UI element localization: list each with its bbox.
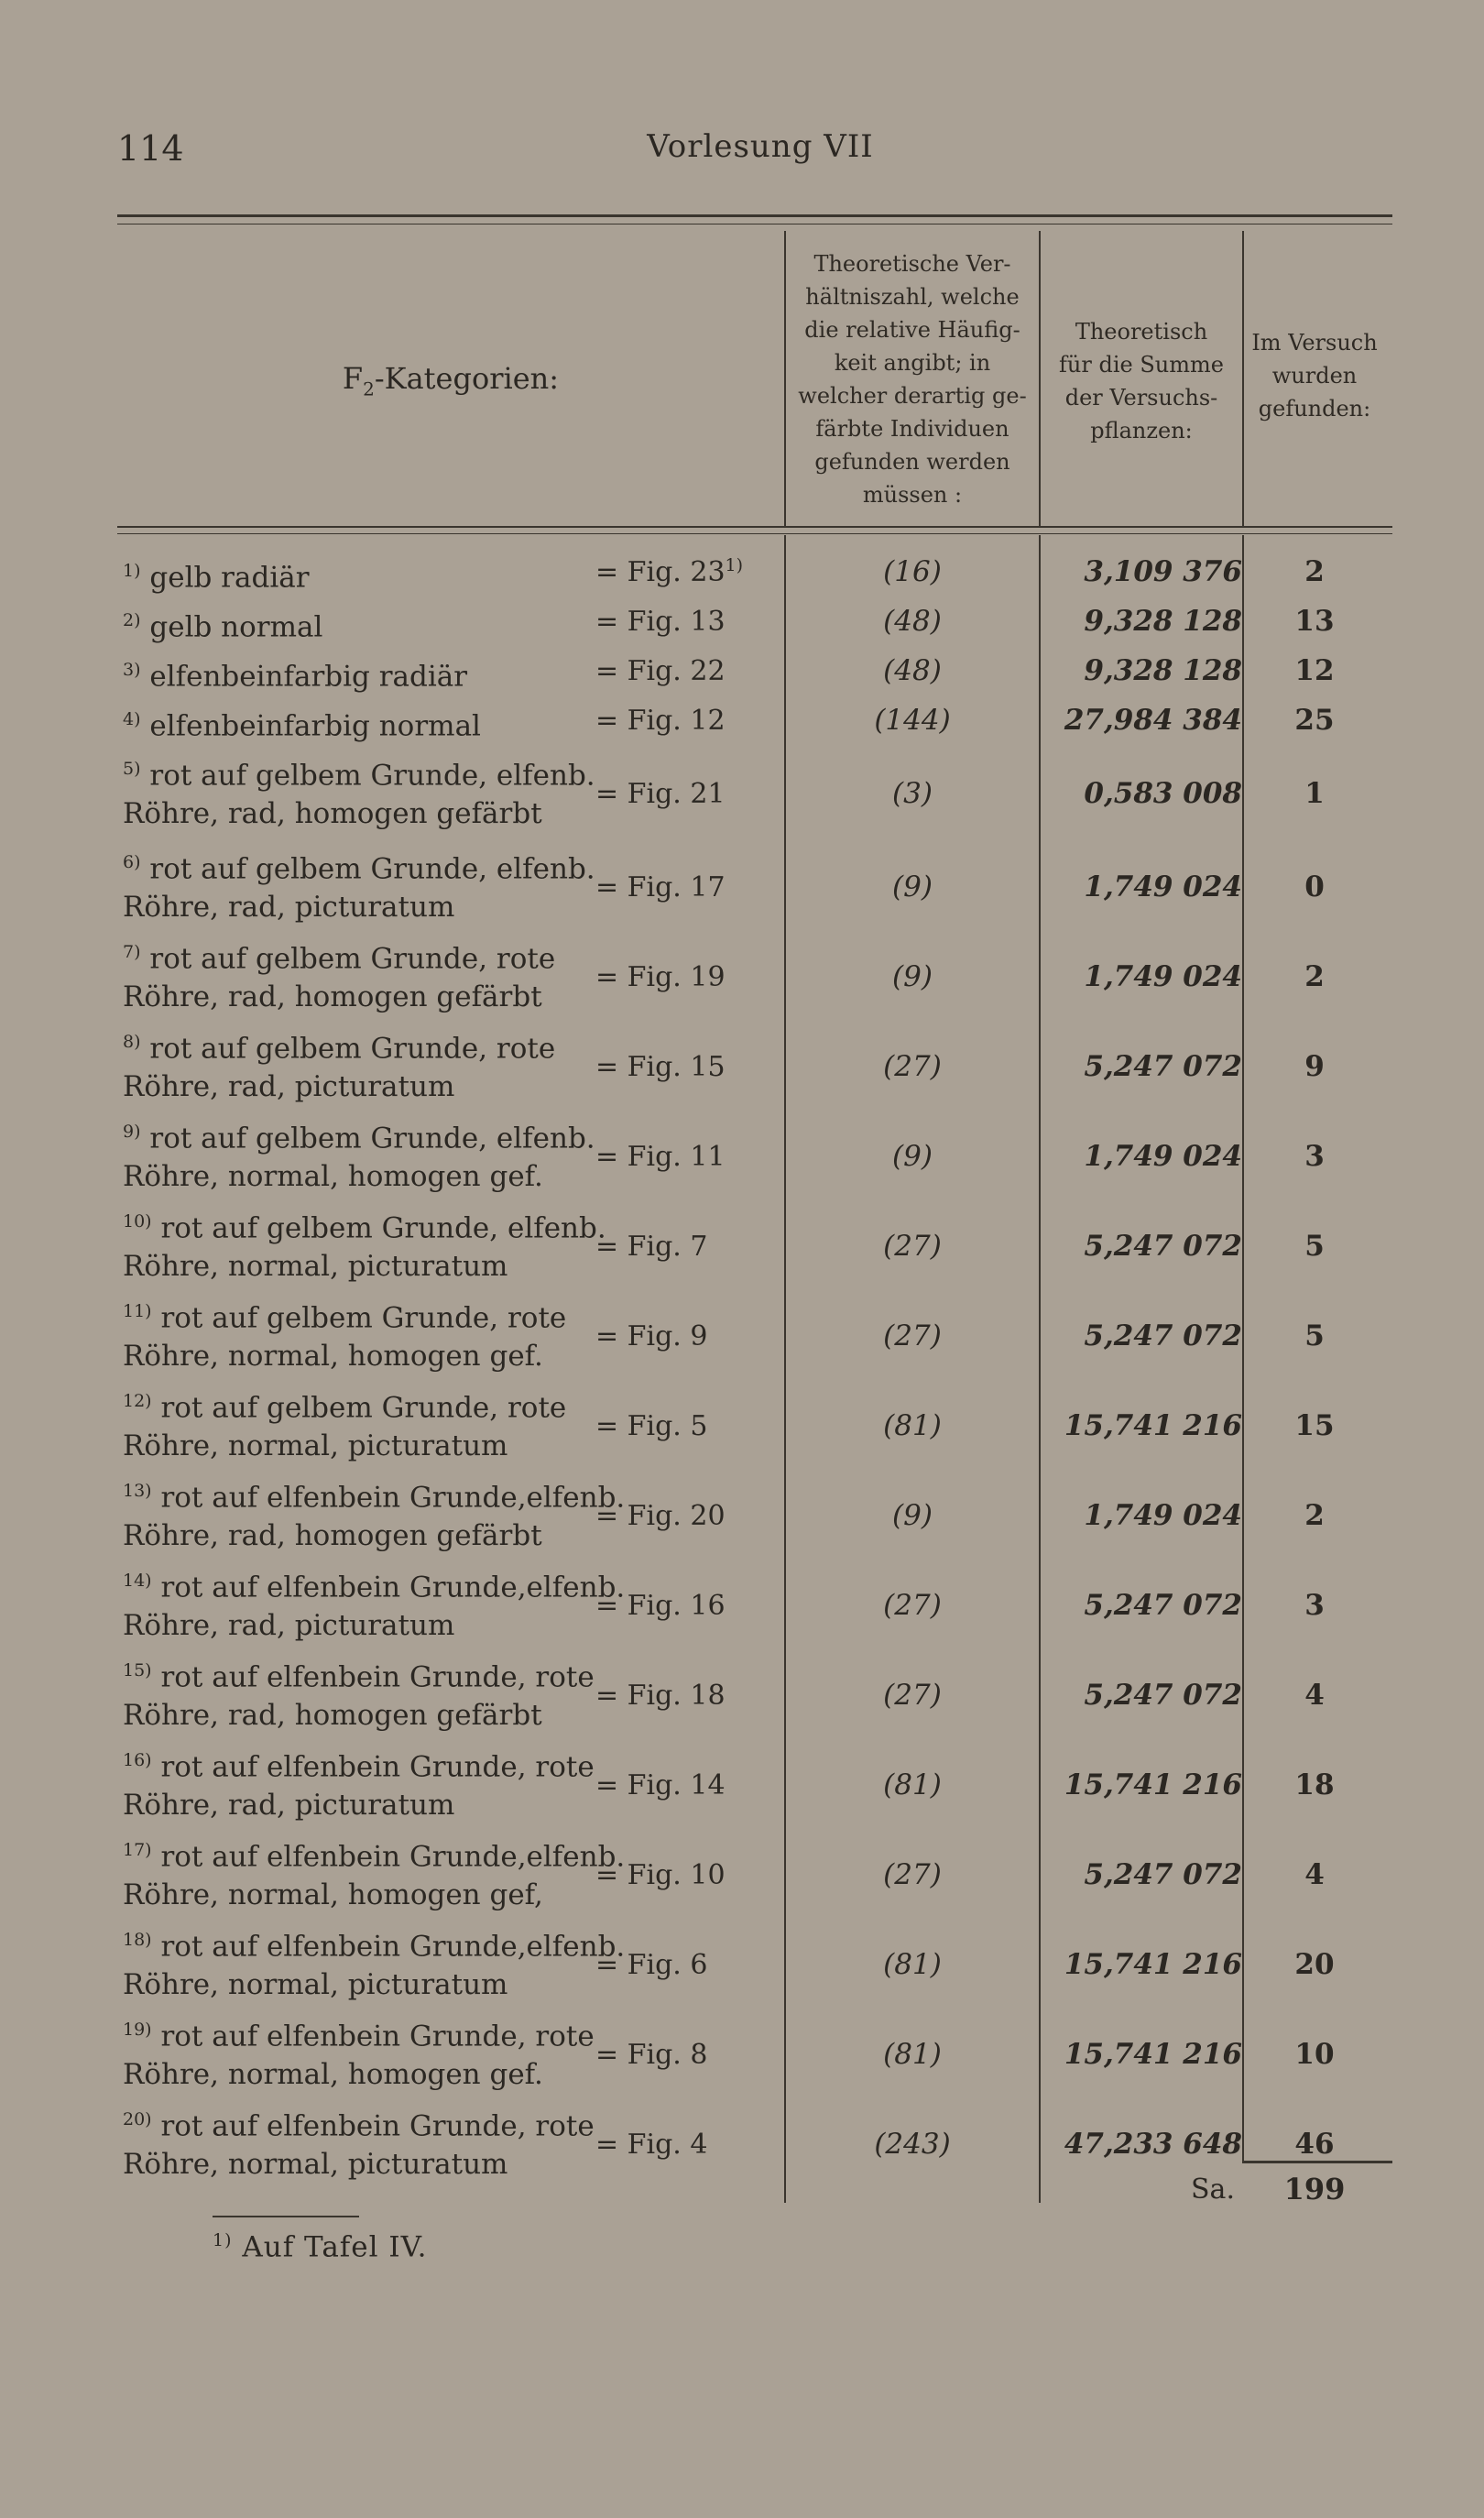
ratio-cell: (3) <box>892 777 933 810</box>
figure-label: = Fig. 9 <box>595 1320 708 1352</box>
category-line-1: rot auf elfenbein Grunde, rote <box>160 2020 595 2053</box>
category-cell <box>123 552 310 597</box>
figure-ref <box>595 704 726 737</box>
total-label: Sa. <box>1191 2173 1235 2206</box>
figure-ref <box>595 1679 726 1712</box>
header-sum-line: für die Summe <box>1059 352 1224 378</box>
header-found-line: Im Versuch <box>1251 330 1378 356</box>
sum-cell: 15,741 216 <box>1064 1948 1242 1981</box>
figure-label: = Fig. 23 <box>595 556 726 588</box>
ratio-cell: (48) <box>883 654 942 687</box>
figure-label: = Fig. 16 <box>595 1590 726 1622</box>
figure-label: = Fig. 6 <box>595 1949 708 1981</box>
figure-ref <box>595 1050 726 1083</box>
category-line-2: Röhre, rad, homogen gefärbt <box>123 980 542 1014</box>
found-cell: 4 <box>1304 1858 1325 1891</box>
figure-label: = Fig. 12 <box>595 705 726 737</box>
row-number: 14) <box>123 1571 152 1591</box>
category-line-1: rot auf elfenbein Grunde, rote <box>160 2109 595 2143</box>
footnote-mark: 1) <box>213 2230 233 2250</box>
sum-cell: 5,247 072 <box>1084 1050 1242 1083</box>
category-line-1: rot auf elfenbein Grunde,elfenb. <box>160 1481 626 1515</box>
row-number: 12) <box>123 1391 152 1411</box>
figure-label: = Fig. 20 <box>595 1500 726 1532</box>
ratio-cell: (27) <box>883 1050 942 1083</box>
ratio-cell: (81) <box>883 1409 942 1442</box>
category-line-1: rot auf gelbem Grunde, elfenb. <box>149 759 595 793</box>
category-line-1: rot auf elfenbein Grunde,elfenb. <box>160 1840 626 1874</box>
ratio-cell: (81) <box>883 1768 942 1801</box>
category-line-2: Röhre, normal, picturatum <box>123 1429 508 1463</box>
category-line-1: rot auf elfenbein Grunde,elfenb. <box>160 1571 626 1604</box>
category-line-1: rot auf gelbem Grunde, elfenb. <box>149 852 595 886</box>
figure-label: = Fig. 22 <box>595 655 726 687</box>
sum-cell: 5,247 072 <box>1084 1230 1242 1263</box>
header-found <box>1246 326 1383 425</box>
ratio-cell: (9) <box>892 1140 933 1173</box>
ratio-cell: (243) <box>874 2128 951 2161</box>
figure-ref <box>595 960 726 993</box>
found-cell: 10 <box>1294 2038 1335 2071</box>
column-divider-sum <box>1039 231 1041 526</box>
header-ratio-line: die relative Häufig- <box>804 317 1020 343</box>
category-line-2: Röhre, rad, homogen gefärbt <box>123 1699 542 1733</box>
column-divider-found <box>1242 231 1244 526</box>
header-sum-line: pflanzen: <box>1090 418 1193 443</box>
found-cell: 46 <box>1294 2128 1335 2161</box>
ratio-cell: (27) <box>883 1679 942 1712</box>
sum-cell: 5,247 072 <box>1084 1319 1242 1352</box>
category-cell <box>123 1112 595 1196</box>
row-number: 6) <box>123 852 141 872</box>
sum-cell: 9,328 128 <box>1084 654 1242 687</box>
sum-cell: 5,247 072 <box>1084 1679 1242 1712</box>
footnote <box>213 2230 427 2263</box>
ratio-cell: (27) <box>883 1858 942 1891</box>
found-cell: 20 <box>1294 1948 1335 1981</box>
figure-ref <box>595 1948 707 1981</box>
total-rule <box>1242 2161 1392 2163</box>
figure-label: = Fig. 4 <box>595 2129 708 2161</box>
row-number: 4) <box>123 709 141 729</box>
category-cell <box>123 1023 555 1106</box>
row-number: 17) <box>123 1840 152 1860</box>
sum-cell: 9,328 128 <box>1084 605 1242 638</box>
figure-label: = Fig. 18 <box>595 1680 726 1712</box>
category-cell <box>123 1202 606 1286</box>
header-categories <box>117 361 784 400</box>
found-cell: 9 <box>1304 1050 1325 1083</box>
category-line-1: gelb normal <box>149 610 323 644</box>
column-divider-found-body <box>1242 535 1244 2162</box>
category-line-1: rot auf gelbem Grunde, rote <box>160 1391 567 1425</box>
categories-subscript: 2 <box>363 378 375 400</box>
ratio-cell: (16) <box>883 555 942 588</box>
found-cell: 3 <box>1304 1589 1325 1622</box>
figure-label: = Fig. 19 <box>595 961 726 993</box>
category-line-2: Röhre, normal, homogen gef. <box>123 2058 543 2092</box>
figure-label: = Fig. 13 <box>595 606 726 638</box>
categories-suffix: -Kategorien: <box>374 361 560 396</box>
row-number: 8) <box>123 1032 141 1052</box>
category-line-1: rot auf elfenbein Grunde, rote <box>160 1750 595 1784</box>
category-cell <box>123 933 555 1016</box>
category-line-1: elfenbeinfarbig normal <box>149 709 481 743</box>
found-cell: 18 <box>1294 1768 1335 1801</box>
figure-ref <box>595 1858 726 1891</box>
row-number: 13) <box>123 1481 152 1501</box>
header-bottom-rule-thin <box>117 533 1392 534</box>
row-number: 18) <box>123 1930 152 1950</box>
category-cell <box>123 1292 566 1375</box>
figure-ref <box>595 1319 707 1352</box>
found-cell: 5 <box>1304 1230 1325 1263</box>
header-sum-line: Theoretisch <box>1075 319 1208 345</box>
found-cell: 5 <box>1304 1319 1325 1352</box>
figure-label: = Fig. 14 <box>595 1769 726 1801</box>
sum-cell: 1,749 024 <box>1084 1140 1242 1173</box>
row-number: 3) <box>123 660 141 680</box>
category-line-2: Röhre, rad, picturatum <box>123 1609 455 1643</box>
figure-ref <box>595 605 726 638</box>
sum-cell: 1,749 024 <box>1084 960 1242 993</box>
category-line-2: Röhre, normal, homogen gef. <box>123 1160 543 1194</box>
figure-label: = Fig. 11 <box>595 1141 726 1173</box>
row-number: 11) <box>123 1301 152 1321</box>
figure-label: = Fig. 21 <box>595 778 726 810</box>
category-cell <box>123 700 481 745</box>
figure-label: = Fig. 15 <box>595 1051 726 1083</box>
header-ratio-line: färbte Individuen <box>815 416 1009 442</box>
category-line-1: elfenbeinfarbig radiär <box>149 660 468 694</box>
figure-ref <box>595 2128 707 2161</box>
header-ratio <box>788 247 1037 511</box>
sum-cell: 27,984 384 <box>1064 704 1242 737</box>
ratio-cell: (9) <box>892 1499 933 1532</box>
found-cell: 2 <box>1304 960 1325 993</box>
header-sum-line: der Versuchs- <box>1064 385 1218 411</box>
row-number: 19) <box>123 2020 152 2040</box>
row-number: 5) <box>123 759 141 779</box>
figure-ref <box>595 654 726 687</box>
ratio-cell: (27) <box>883 1230 942 1263</box>
category-line-2: Röhre, normal, homogen gef. <box>123 1340 543 1374</box>
category-line-2: Röhre, rad, homogen gefärbt <box>123 1519 542 1553</box>
found-cell: 2 <box>1304 1499 1325 1532</box>
category-cell <box>123 2100 595 2184</box>
ratio-cell: (9) <box>892 960 933 993</box>
row-number: 9) <box>123 1122 141 1142</box>
category-line-1: rot auf gelbem Grunde, rote <box>149 1032 556 1066</box>
found-cell: 1 <box>1304 777 1325 810</box>
row-number: 15) <box>123 1660 152 1680</box>
categories-prefix: F <box>342 361 364 396</box>
sum-cell: 3,109 376 <box>1084 555 1242 588</box>
header-ratio-line: Theoretische Ver- <box>813 251 1011 277</box>
ratio-cell: (81) <box>883 2038 942 2071</box>
sum-cell: 5,247 072 <box>1084 1589 1242 1622</box>
header-ratio-line: welcher derartig ge- <box>798 383 1027 409</box>
ratio-cell: (144) <box>874 704 951 737</box>
figure-ref <box>595 777 726 810</box>
page-number: 114 <box>117 128 184 169</box>
row-number: 7) <box>123 942 141 962</box>
ratio-cell: (81) <box>883 1948 942 1981</box>
category-cell <box>123 651 467 695</box>
found-cell: 3 <box>1304 1140 1325 1173</box>
figure-note: 1) <box>725 555 744 575</box>
category-line-2: Röhre, rad, picturatum <box>123 891 455 925</box>
category-cell <box>123 601 322 646</box>
category-line-1: rot auf gelbem Grunde, elfenb. <box>160 1211 606 1245</box>
sum-cell: 1,749 024 <box>1084 1499 1242 1532</box>
row-number: 20) <box>123 2109 152 2129</box>
figure-ref <box>595 1230 707 1263</box>
found-cell: 13 <box>1294 605 1335 638</box>
category-line-2: Röhre, normal, picturatum <box>123 2148 508 2182</box>
found-cell: 12 <box>1294 654 1335 687</box>
category-line-2: Röhre, rad, picturatum <box>123 1789 455 1823</box>
category-cell <box>123 1472 625 1555</box>
category-cell <box>123 843 595 926</box>
sum-cell: 15,741 216 <box>1064 1768 1242 1801</box>
figure-label: = Fig. 10 <box>595 1859 726 1891</box>
sum-cell: 1,749 024 <box>1084 870 1242 903</box>
category-cell <box>123 2010 595 2094</box>
header-ratio-line: müssen : <box>862 482 963 508</box>
figure-ref <box>595 1768 726 1801</box>
category-cell <box>123 1741 595 1824</box>
ratio-cell: (27) <box>883 1589 942 1622</box>
category-line-1: gelb radiär <box>149 561 310 595</box>
ratio-cell: (27) <box>883 1319 942 1352</box>
ratio-cell: (9) <box>892 870 933 903</box>
header-ratio-line: hältniszahl, welche <box>805 284 1020 310</box>
figure-ref <box>595 555 743 588</box>
category-cell <box>123 1921 625 2004</box>
running-title: Vorlesung VII <box>647 128 874 165</box>
figure-label: = Fig. 7 <box>595 1231 708 1263</box>
figure-ref <box>595 1409 707 1442</box>
found-cell: 25 <box>1294 704 1335 737</box>
footnote-rule <box>213 2216 359 2217</box>
sum-cell: 0,583 008 <box>1084 777 1242 810</box>
category-line-2: Röhre, rad, picturatum <box>123 1070 455 1104</box>
figure-label: = Fig. 17 <box>595 871 726 903</box>
category-line-1: rot auf gelbem Grunde, elfenb. <box>149 1122 595 1155</box>
found-cell: 0 <box>1304 870 1325 903</box>
total-value: 199 <box>1283 2172 1346 2206</box>
row-number: 10) <box>123 1211 152 1232</box>
category-line-2: Röhre, normal, picturatum <box>123 1250 508 1284</box>
footnote-text: Auf Tafel IV. <box>242 2230 428 2264</box>
category-cell <box>123 1561 625 1645</box>
header-bottom-rule <box>117 526 1392 528</box>
category-line-2: Röhre, normal, homogen gef, <box>123 1878 543 1912</box>
sum-cell: 47,233 648 <box>1064 2128 1242 2161</box>
found-cell: 4 <box>1304 1679 1325 1712</box>
table-top-rule <box>117 214 1392 217</box>
header-found-line: gefunden: <box>1258 396 1371 421</box>
category-cell <box>123 1831 625 1914</box>
row-number: 2) <box>123 610 141 630</box>
figure-ref <box>595 1589 726 1622</box>
category-cell <box>123 750 595 833</box>
category-line-1: rot auf gelbem Grunde, rote <box>149 942 556 976</box>
category-line-1: rot auf elfenbein Grunde, rote <box>160 1660 595 1694</box>
category-cell <box>123 1382 566 1465</box>
sum-cell: 15,741 216 <box>1064 1409 1242 1442</box>
figure-ref <box>595 1140 726 1173</box>
sum-cell: 5,247 072 <box>1084 1858 1242 1891</box>
found-cell: 2 <box>1304 555 1325 588</box>
found-cell: 15 <box>1294 1409 1335 1442</box>
column-divider-ratio-body <box>784 535 786 2203</box>
category-cell <box>123 1651 595 1735</box>
figure-label: = Fig. 8 <box>595 2039 708 2071</box>
figure-ref <box>595 2038 707 2071</box>
category-line-2: Röhre, normal, picturatum <box>123 1968 508 2002</box>
category-line-2: Röhre, rad, homogen gefärbt <box>123 797 542 831</box>
header-sum <box>1041 315 1242 447</box>
column-divider-ratio <box>784 231 786 526</box>
header-ratio-line: keit angibt; in <box>834 350 991 376</box>
row-number: 16) <box>123 1750 152 1770</box>
figure-label: = Fig. 5 <box>595 1410 708 1442</box>
header-ratio-line: gefunden werden <box>814 449 1010 475</box>
row-number: 1) <box>123 561 141 581</box>
ratio-cell: (48) <box>883 605 942 638</box>
category-line-1: rot auf elfenbein Grunde,elfenb. <box>160 1930 626 1964</box>
header-found-line: wurden <box>1271 363 1358 389</box>
figure-ref <box>595 870 726 903</box>
figure-ref <box>595 1499 726 1532</box>
sum-cell: 15,741 216 <box>1064 2038 1242 2071</box>
category-line-1: rot auf gelbem Grunde, rote <box>160 1301 567 1335</box>
